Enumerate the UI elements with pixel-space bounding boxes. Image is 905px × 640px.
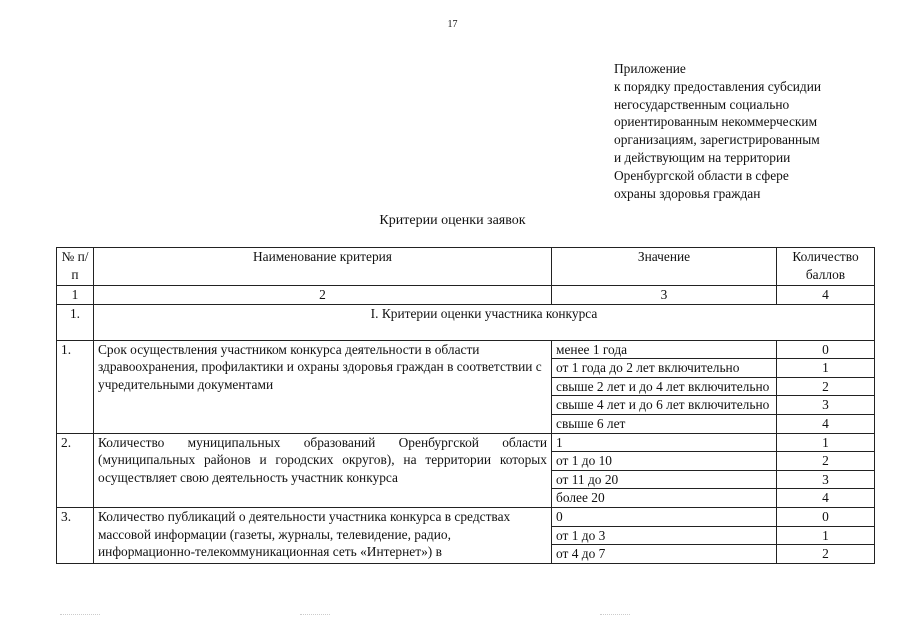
criterion-name: Срок осуществления участником конкурса деятельности в области здравоохранения, профилактики и охраны здоровья граждан в соответствии с учредительными документами — [94, 340, 552, 433]
criterion-name: Количество публикаций о деятельности участника конкурса в средствах массовой информации (газеты, журналы, телевидение, радио, информационно-телекоммуникационная сеть «Интернет») в — [94, 507, 552, 563]
criterion-value: менее 1 года — [552, 340, 777, 359]
scan-artifact — [60, 614, 100, 615]
criterion-score: 1 — [777, 359, 875, 378]
header-row — [57, 248, 875, 286]
criterion-score: 2 — [777, 377, 875, 396]
appendix-line: к порядку предоставления субсидии — [614, 78, 822, 94]
appendix-header — [614, 60, 821, 202]
criterion-name: Количество муниципальных образований Оренбургской области (муниципальных районов и городских округов), на территории которых осуществляет свою деятельность участник конкурса — [94, 433, 552, 507]
criterion-value: от 11 до 20 — [552, 470, 777, 489]
table-row — [57, 507, 875, 526]
criterion-score: 0 — [777, 507, 875, 526]
appendix-line: негосударственным социально — [614, 96, 790, 112]
criterion-score: 2 — [777, 545, 875, 564]
appendix-line: ориентированным некоммерческим — [614, 114, 818, 130]
criterion-value: более 20 — [552, 489, 777, 508]
criterion-num: 3. — [57, 507, 94, 563]
criterion-num: 2. — [57, 433, 94, 507]
criterion-value: свыше 2 лет и до 4 лет включительно — [552, 377, 777, 396]
criterion-value: от 1 года до 2 лет включительно — [552, 359, 777, 378]
col-number: 2 — [94, 286, 552, 305]
criterion-score: 4 — [777, 489, 875, 508]
table-row — [57, 340, 875, 359]
criterion-value: 0 — [552, 507, 777, 526]
section-num: 1. — [57, 304, 94, 340]
col-number: 4 — [777, 286, 875, 305]
criterion-value: свыше 4 лет и до 6 лет включительно — [552, 396, 777, 415]
criterion-score: 2 — [777, 452, 875, 471]
scan-artifact — [300, 614, 330, 615]
appendix-line: организациям, зарегистрированным — [614, 132, 820, 148]
col-number: 3 — [552, 286, 777, 305]
criterion-score: 3 — [777, 396, 875, 415]
section-title: I. Критерии оценки участника конкурса — [94, 304, 875, 340]
appendix-line: и действующим на территории — [614, 149, 791, 165]
criterion-num: 1. — [57, 340, 94, 433]
criterion-score: 0 — [777, 340, 875, 359]
header-num: № п/п — [57, 248, 94, 286]
criteria-table — [56, 247, 875, 564]
section-row — [57, 304, 875, 340]
appendix-line: Приложение — [614, 61, 686, 76]
page-number: 17 — [447, 19, 458, 30]
criterion-value: от 1 до 3 — [552, 526, 777, 545]
appendix-line: Оренбургской области в сфере — [614, 167, 789, 183]
criterion-score: 1 — [777, 433, 875, 452]
criterion-value: от 1 до 10 — [552, 452, 777, 471]
criterion-score: 1 — [777, 526, 875, 545]
criterion-value: свыше 6 лет — [552, 414, 777, 433]
criterion-value: от 4 до 7 — [552, 545, 777, 564]
scan-artifact — [600, 614, 630, 615]
header-value: Значение — [552, 248, 777, 286]
header-score: Количество баллов — [777, 248, 875, 286]
table-row — [57, 433, 875, 452]
appendix-line: охраны здоровья граждан — [614, 185, 761, 201]
header-name: Наименование критерия — [94, 248, 552, 286]
column-number-row — [57, 286, 875, 305]
document-title: Критерии оценки заявок — [379, 213, 526, 228]
col-number: 1 — [57, 286, 94, 305]
criterion-value: 1 — [552, 433, 777, 452]
criterion-score: 4 — [777, 414, 875, 433]
criterion-score: 3 — [777, 470, 875, 489]
